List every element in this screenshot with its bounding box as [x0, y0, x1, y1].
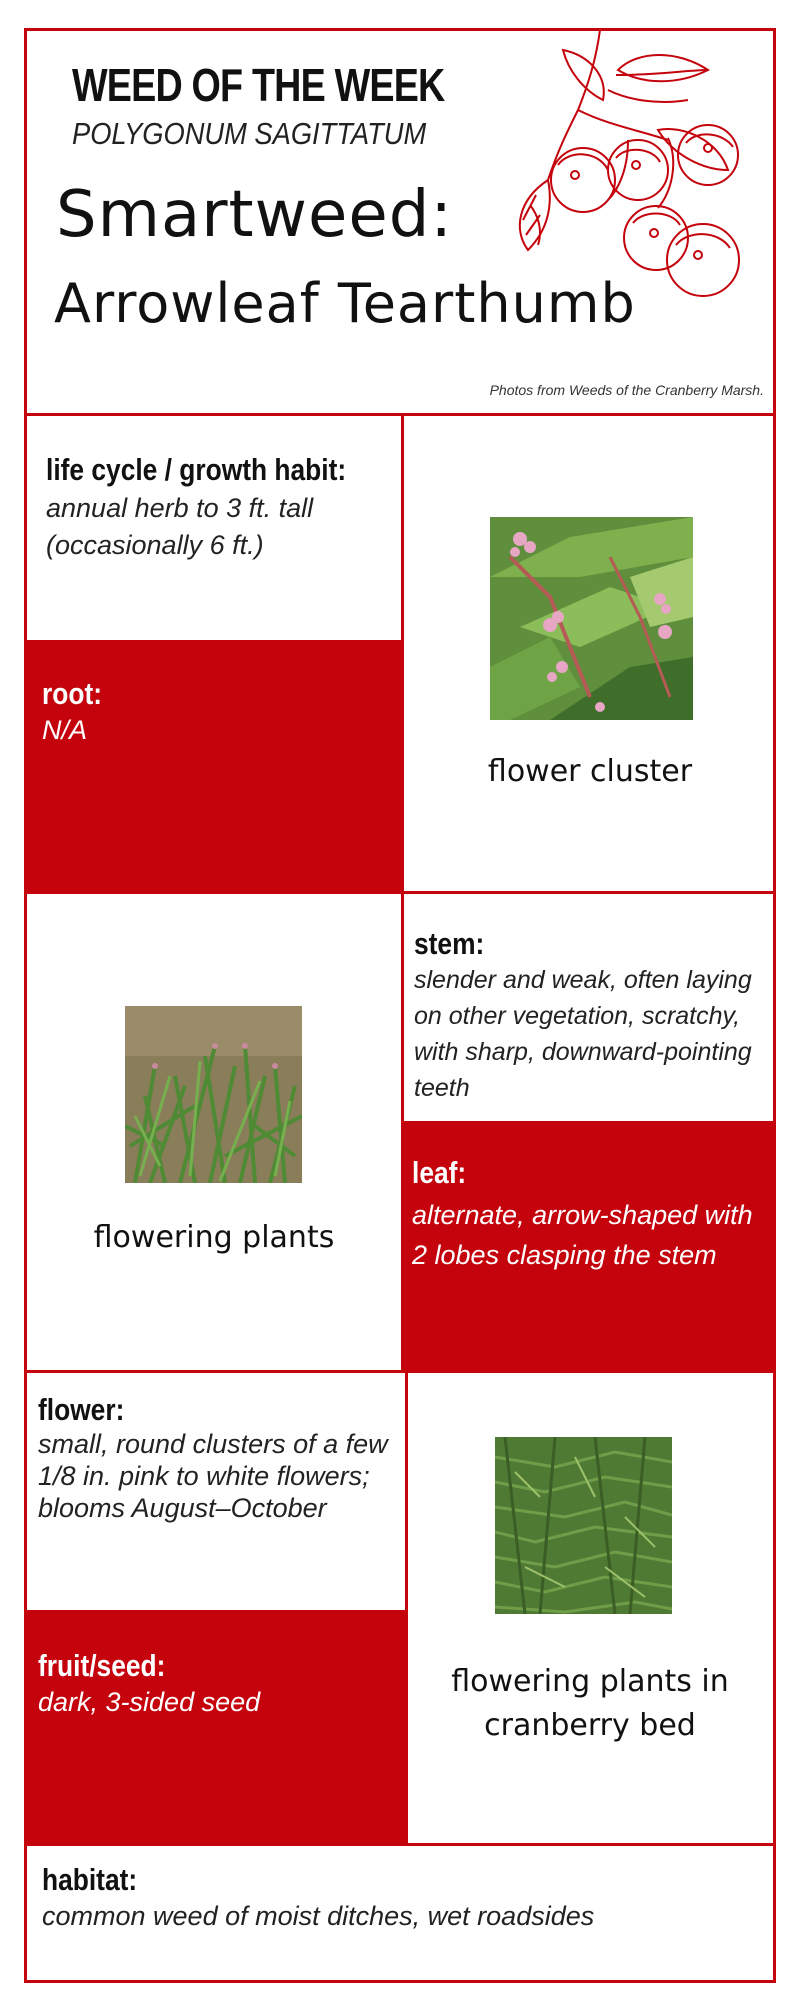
fruit-seed-text: dark, 3-sided seed — [38, 1687, 261, 1717]
flower-cluster-photo — [490, 517, 693, 720]
fruit-seed-section — [38, 1648, 393, 1721]
divider-col-row2 — [401, 891, 404, 1373]
divider-col-row1 — [401, 413, 404, 894]
life-cycle-section — [46, 452, 386, 564]
page-title: Smartweed: — [56, 178, 453, 252]
habitat-label: habitat: — [42, 1862, 138, 1897]
fruit-seed-label: fruit/seed: — [38, 1648, 166, 1683]
divider-row2 — [24, 1370, 776, 1373]
flowering-plants-photo — [125, 1006, 302, 1183]
leaf-text: alternate, arrow-shaped with 2 lobes clasping the stem — [412, 1200, 753, 1270]
life-cycle-text: annual herb to 3 ft. tall (occasionally 6 ft.) — [46, 493, 314, 560]
root-label: root: — [42, 676, 103, 711]
habitat-section — [42, 1862, 762, 1935]
divider-stem-leaf — [401, 1121, 776, 1124]
root-text: N/A — [42, 715, 88, 745]
flower-cluster-caption: flower cluster — [487, 754, 693, 789]
page-subtitle: Arrowleaf Tearthumb — [54, 272, 636, 335]
flower-text: small, round clusters of a few 1/8 in. pink to white flowers; blooms August–October — [38, 1429, 388, 1523]
divider-row3 — [24, 1843, 776, 1846]
cranberry-illustration — [508, 30, 760, 300]
leaf-label: leaf: — [412, 1155, 467, 1190]
stem-label: stem: — [414, 926, 485, 961]
divider-col-row3 — [405, 1370, 408, 1846]
cranberry-bed-photo — [495, 1437, 672, 1614]
stem-text: slender and weak, often laying on other vegetation, scratchy, with sharp, downward-pointing teeth — [414, 966, 752, 1102]
life-cycle-label: life cycle / growth habit: — [46, 452, 347, 487]
stem-section — [414, 926, 769, 1106]
leaf-section — [412, 1155, 772, 1275]
kicker-title: WEED OF THE WEEK — [72, 59, 445, 111]
divider-header — [24, 413, 776, 416]
scientific-name: POLYGONUM SAGITTATUM — [72, 116, 427, 151]
cranberry-bed-caption: flowering plants in cranberry bed — [451, 1664, 729, 1743]
divider-flower-fruit — [24, 1610, 408, 1613]
flowering-plants-caption: flowering plants — [93, 1220, 335, 1255]
root-section — [42, 676, 382, 749]
flower-section — [38, 1392, 393, 1524]
photo-credit: Photos from Weeds of the Cranberry Marsh. — [489, 382, 764, 398]
habitat-text: common weed of moist ditches, wet roadsides — [42, 1901, 595, 1931]
divider-row1 — [24, 891, 776, 894]
flower-label: flower: — [38, 1392, 125, 1427]
